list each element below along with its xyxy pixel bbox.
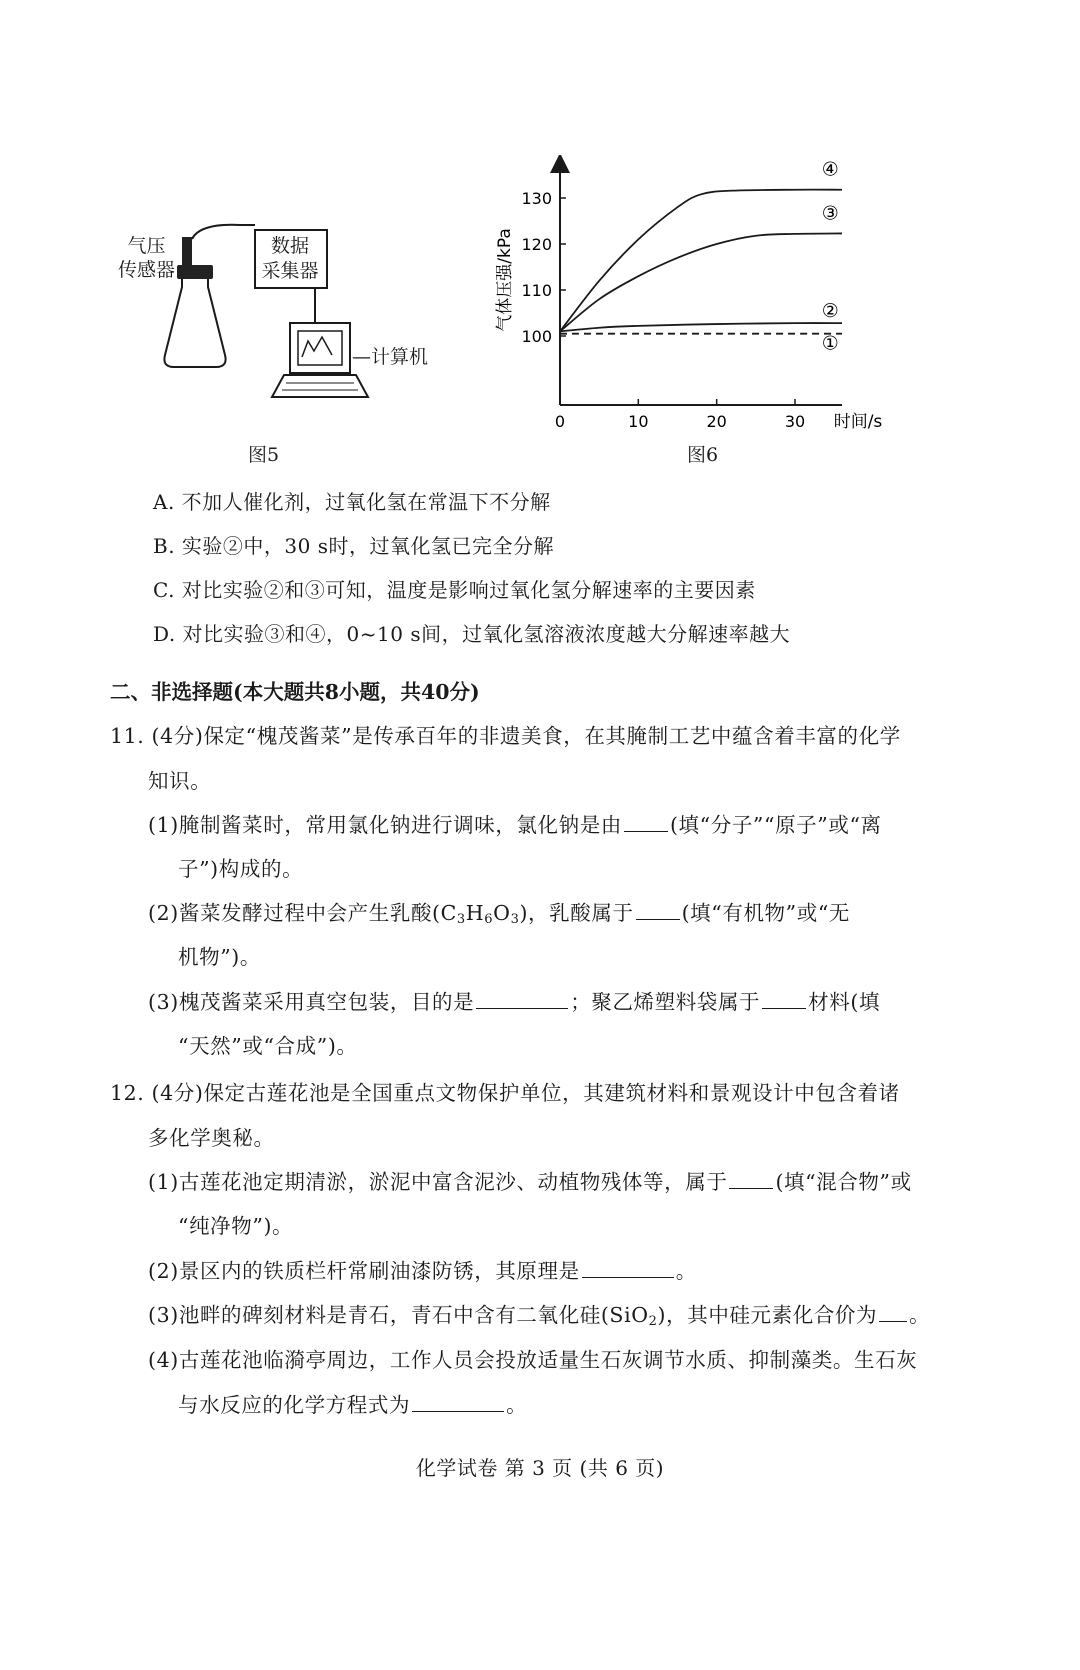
q12-part1-cont: “纯净物”)。 [178, 1214, 294, 1238]
option-b: B. 实验②中，30 s时，过氧化氢已完全分解 [153, 534, 554, 558]
option-a: A. 不加人催化剂，过氧化氢在常温下不分解 [153, 490, 551, 514]
q12-stem: 12. (4分)保定古莲花池是全国重点文物保护单位，其建筑材料和景观设计中包含着诸 [110, 1081, 900, 1105]
q11-part1: (1)腌制酱菜时，常用氯化钠进行调味，氯化钠是由 (填“分子”“原子”或“离 [148, 813, 882, 837]
series-label-4: ④ [821, 158, 839, 181]
q11-stem-cont: 知识。 [148, 769, 212, 793]
fig6-caption: 图6 [687, 444, 719, 466]
computer-label: —计算机 [352, 346, 429, 368]
q11-part1-cont: 子”)构成的。 [178, 857, 304, 881]
option-c: C. 对比实验②和③可知，温度是影响过氧化氢分解速率的主要因素 [153, 578, 756, 602]
series-label-1: ① [821, 332, 839, 355]
fig5-caption: 图5 [248, 444, 280, 466]
fig6-chart [490, 155, 910, 440]
page-footer: 化学试卷 第 3 页 (共 6 页) [415, 1456, 665, 1480]
y-axis-label: 气体压强/kPa [495, 228, 515, 332]
laptop-keyboard-icon [272, 375, 368, 397]
q12-part4-cont: 与水反应的化学方程式为 。 [178, 1393, 528, 1417]
y-tick-label: 130 [521, 189, 552, 208]
y-tick-label: 120 [521, 235, 552, 254]
q11-part2: (2)酱菜发酵过程中会产生乳酸$(C_3H_6O_3)$，乳酸属于 (填“有机物”或“无 [148, 901, 851, 927]
q12-stem-cont: 多化学奥秘。 [148, 1126, 275, 1150]
q11-part3: (3)槐茂酱菜采用真空包装，目的是 ；聚乙烯塑料袋属于 材料(填 [148, 990, 881, 1014]
x-tick-label: 10 [628, 412, 649, 431]
collector-label: 数据 采集器 [261, 235, 319, 282]
y-tick-label: 110 [521, 281, 552, 300]
q11-part3-cont: “天然”或“合成”)。 [178, 1034, 358, 1058]
x-tick-label: 0 [554, 412, 566, 431]
x-tick-label: 30 [784, 412, 806, 431]
series-label-3: ③ [821, 202, 839, 225]
answer-blank[interactable] [476, 988, 568, 1009]
answer-blank[interactable] [729, 1168, 773, 1189]
flask-icon [164, 275, 225, 367]
q12-part2: (2)景区内的铁质栏杆常刷油漆防锈，其原理是 。 [148, 1259, 697, 1283]
answer-blank[interactable] [624, 811, 668, 832]
answer-blank[interactable] [762, 988, 806, 1009]
q12-part3: (3)池畔的碑刻材料是青石，青石中含有二氧化硅(SiO$_2$)，其中硅元素化合价为 。 [148, 1303, 931, 1329]
series-line-3 [560, 233, 842, 331]
y-tick-label: 100 [521, 327, 552, 346]
sensor-cable [192, 225, 255, 239]
x-axis-label: 时间/s [833, 412, 883, 432]
x-tick-label: 20 [706, 412, 727, 431]
option-d: D. 对比实验③和④，0~10 s间，过氧化氢溶液浓度越大分解速率越大 [153, 622, 791, 646]
stopper [177, 265, 213, 279]
series-label-2: ② [821, 300, 839, 323]
sensor-label: 气压 传感器 [118, 235, 176, 281]
answer-blank[interactable] [582, 1257, 674, 1278]
series-line-4 [560, 190, 842, 332]
q11-part2-cont: 机物”)。 [178, 945, 261, 969]
q11-stem: 11. (4分)保定“槐茂酱菜”是传承百年的非遗美食，在其腌制工艺中蕴含着丰富的化学 [110, 724, 901, 748]
series-line-2 [560, 323, 842, 331]
q12-part1: (1)古莲花池定期清淤，淤泥中富含泥沙、动植物残体等，属于 (填“混合物”或 [148, 1170, 912, 1194]
answer-blank[interactable] [879, 1301, 907, 1322]
section-heading: 二、非选择题(本大题共8小题，共40分) [110, 680, 480, 704]
answer-blank[interactable] [412, 1391, 504, 1412]
answer-blank[interactable] [636, 899, 680, 920]
pressure-sensor-icon [182, 237, 192, 267]
q12-part4: (4)古莲花池临漪亭周边，工作人员会投放适量生石灰调节水质、抑制藻类。生石灰 [148, 1348, 918, 1372]
